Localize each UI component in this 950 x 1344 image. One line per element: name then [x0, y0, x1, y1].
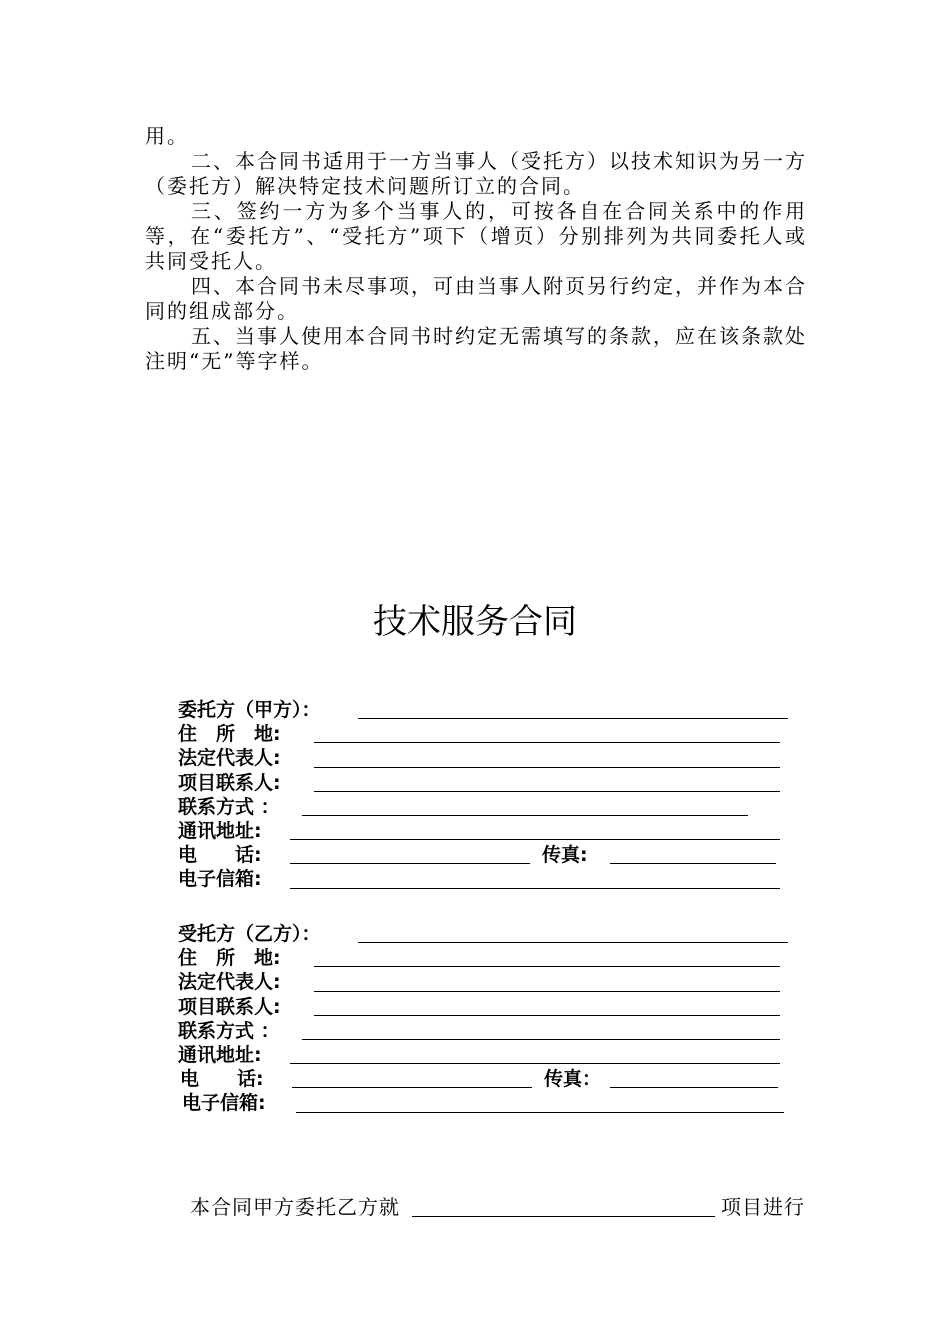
intro-paragraph-3: 四、本合同书未尽事项，可由当事人附页另行约定，并作为本合同的组成部分。 [145, 274, 807, 323]
party-b-fax-label: 传真： [544, 1068, 602, 1091]
party-a-rep-field[interactable] [314, 767, 780, 768]
party-b-address-row [178, 946, 798, 970]
intro-paragraph-2: 三、签约一方为多个当事人的，可按各自在合同关系中的作用等，在“委托方”、“受托方”项下（增页）分别排列为共同委托人或共同受托人。 [145, 199, 807, 273]
party-b-fax-field[interactable] [610, 1087, 778, 1088]
party-a-contact-label: 项目联系人: [178, 771, 281, 794]
party-b-method-field[interactable] [302, 1039, 780, 1040]
party-b-name-label: 受托方（乙方）： [178, 923, 321, 945]
party-b-contact-field[interactable] [314, 1015, 780, 1016]
party-a-address-row [178, 722, 798, 746]
party-a-name-field[interactable] [358, 718, 788, 719]
party-b-section [178, 922, 798, 1116]
party-a-contact-field[interactable] [314, 791, 780, 792]
project-statement-suffix: 项目进行 [721, 1195, 805, 1219]
intro-paragraph-0: 用。 [145, 124, 189, 148]
party-b-phone-row [178, 1067, 798, 1091]
party-b-name-row [178, 922, 798, 946]
party-a-method-row [178, 795, 798, 819]
project-statement-prefix: 本合同甲方委托乙方就 [190, 1195, 400, 1219]
intro-notes [145, 124, 807, 374]
party-a-contact-row [178, 771, 798, 795]
party-a-mail-label: 通讯地址: [178, 819, 262, 842]
party-a-fax-label: 传真: [542, 844, 588, 867]
party-b-email-label: 电子信箱: [182, 1092, 266, 1115]
party-b-mail-row [178, 1043, 798, 1067]
party-a-phone-field[interactable] [290, 863, 530, 864]
intro-paragraph-1: 二、本合同书适用于一方当事人（受托方）以技术知识为另一方（委托方）解决特定技术问题所订立的合同。 [145, 149, 807, 198]
intro-paragraph-4: 五、当事人使用本合同书时约定无需填写的条款，应在该条款处注明“无”等字样。 [145, 324, 807, 373]
party-b-phone-label: 电 话: [180, 1068, 264, 1091]
party-a-phone-row [178, 843, 798, 867]
party-b-address-field[interactable] [314, 966, 780, 967]
party-a-mail-field[interactable] [290, 839, 780, 840]
party-a-method-label: 联系方式 ： [178, 795, 280, 818]
party-a-name-row [178, 698, 798, 722]
party-b-phone-field[interactable] [292, 1087, 532, 1088]
party-a-phone-label: 电 话: [178, 844, 262, 867]
party-a-rep-label: 法定代表人: [178, 747, 281, 770]
party-a-fax-field[interactable] [610, 863, 776, 864]
party-a-email-label: 电子信箱: [178, 868, 262, 891]
party-b-contact-row [178, 995, 798, 1019]
party-b-name-field[interactable] [358, 942, 788, 943]
party-b-mail-field[interactable] [290, 1063, 780, 1064]
party-b-rep-label: 法定代表人: [178, 971, 281, 994]
party-b-contact-label: 项目联系人: [178, 995, 281, 1018]
party-b-method-row [178, 1019, 798, 1043]
party-a-name-label: 委托方（甲方）： [178, 699, 321, 721]
party-a-method-field[interactable] [302, 815, 748, 816]
party-a-mail-row [178, 819, 798, 843]
party-a-address-field[interactable] [314, 742, 780, 743]
party-b-rep-field[interactable] [314, 991, 780, 992]
project-name-field[interactable] [412, 1216, 715, 1217]
party-a-email-row [178, 867, 798, 891]
party-b-rep-row [178, 970, 798, 994]
party-b-email-field[interactable] [296, 1112, 784, 1113]
party-b-method-label: 联系方式 ： [178, 1019, 280, 1042]
project-statement [190, 1192, 805, 1222]
party-b-email-row [178, 1091, 798, 1115]
party-a-email-field[interactable] [290, 888, 780, 889]
party-a-section [178, 698, 798, 892]
party-b-mail-label: 通讯地址: [178, 1043, 262, 1066]
party-a-rep-row [178, 746, 798, 770]
contract-title: 技术服务合同 [373, 602, 577, 642]
party-b-address-label: 住 所 地: [178, 947, 281, 970]
party-a-address-label: 住 所 地: [178, 723, 281, 746]
